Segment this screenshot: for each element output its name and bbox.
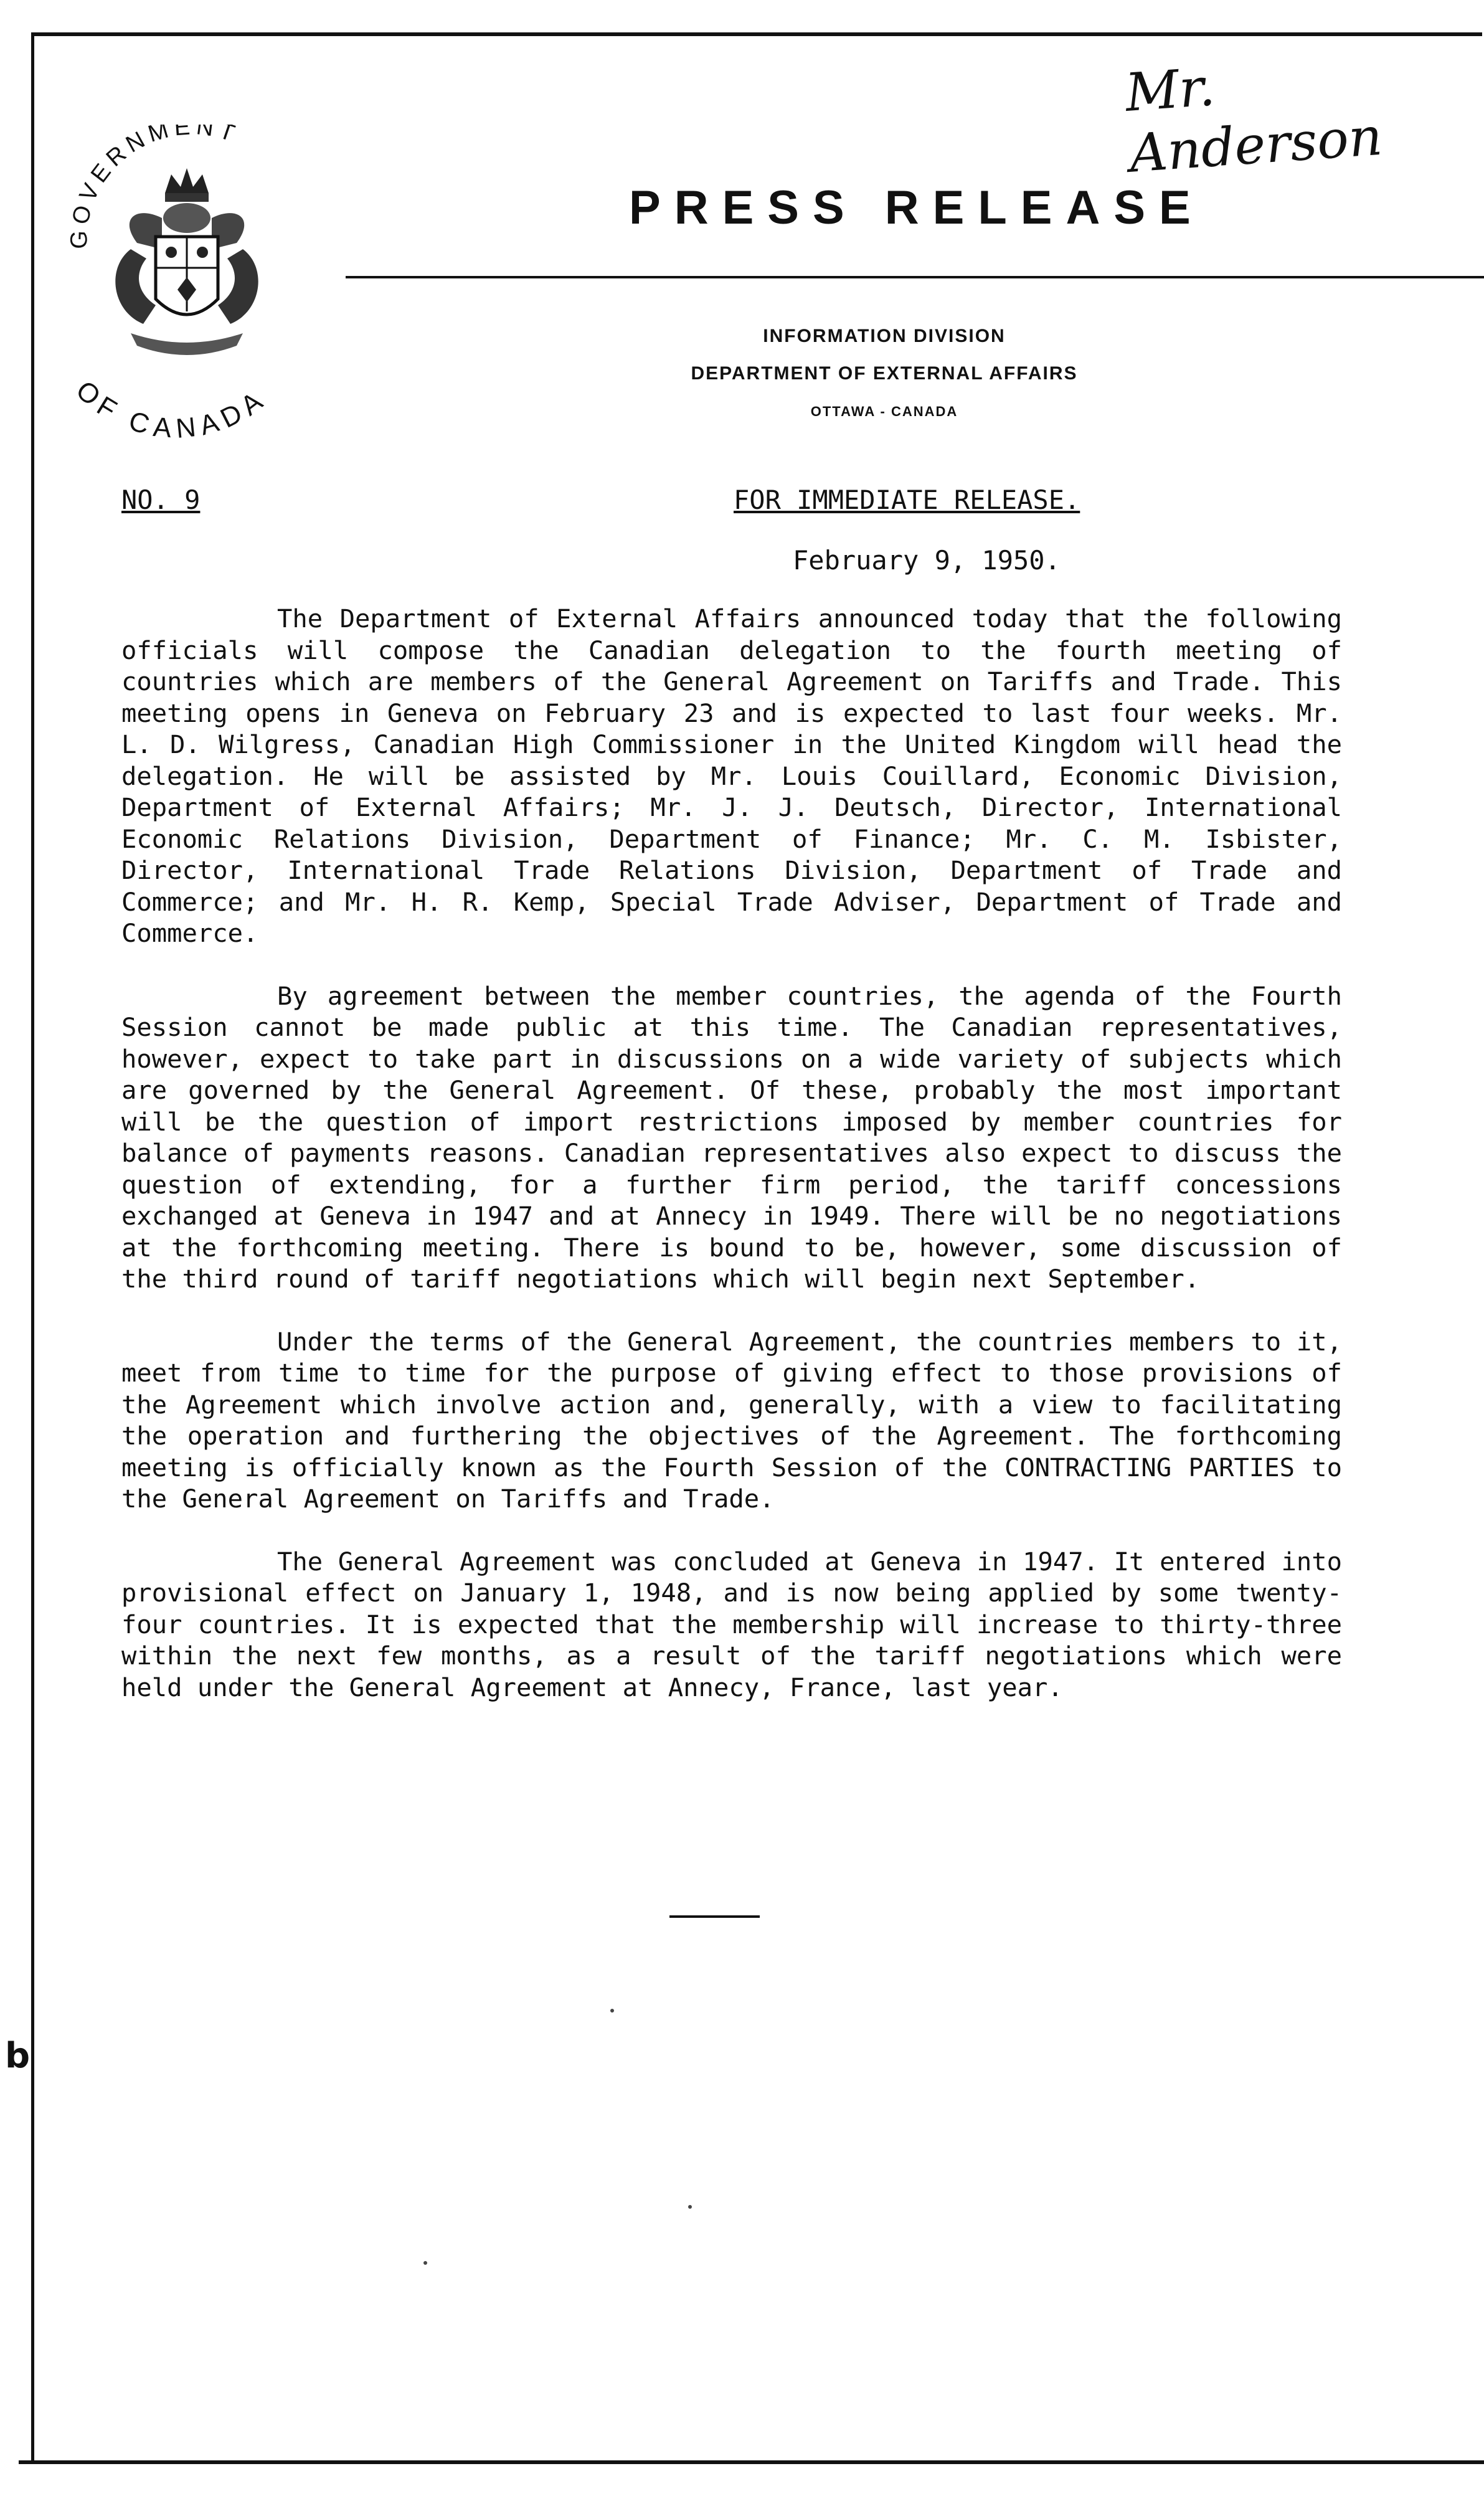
page-title: PRESS RELEASE xyxy=(629,181,1204,234)
left-border-rule xyxy=(31,32,34,2462)
paper-speck xyxy=(688,2205,692,2209)
government-seal xyxy=(62,125,311,448)
release-number: NO. 9 xyxy=(121,485,201,515)
body-paragraph: The Department of External Affairs announced today that the following officials will compose the Canadian delegation to the fourth meeting of countries which are members of the General Agreement on Tariffs and Trade. This meeting opens in Geneva on February 23 and is expected to last four weeks. Mr. L. D. Wilgress, Canadian High Commissioner in the United Kingdom will head the delegation. He will be assisted by Mr. Louis Couillard, Economic Division, Department of External Affairs; Mr. J. J. Deutsch, Director, International Economic Relations Division, Department of Finance; Mr. C. M. Isbister, Director, International Trade Relations Division, Department of Trade and Commerce; and Mr. H. R. Kemp, Special Trade Adviser, Department of Trade and Commerce. xyxy=(121,604,1342,948)
top-border-rule xyxy=(31,32,1482,36)
seal-bottom-text: OF CANADA xyxy=(70,374,273,445)
handwritten-note: Mr. Anderson xyxy=(1123,56,1384,184)
paper-speck xyxy=(610,2009,614,2013)
seal-top-text: GOVERNMENT xyxy=(65,125,243,250)
department-name: DEPARTMENT OF EXTERNAL AFFAIRS xyxy=(691,363,1078,384)
svg-text:OF CANADA xyxy=(70,375,273,444)
division-name: INFORMATION DIVISION xyxy=(763,326,1006,346)
release-date: February 9, 1950. xyxy=(793,545,1061,576)
bottom-border-rule xyxy=(19,2460,1484,2464)
press-release-body xyxy=(121,603,1342,1734)
paper-speck xyxy=(423,2261,427,2265)
coat-of-arms-icon xyxy=(62,125,311,448)
body-paragraph: Under the terms of the General Agreement, the countries members to it, meet from time to time for the purpose of giving effect to those provisions of the Agreement which involve action and, generally, with a view to facilitating the operation and furthering the objectives of the Agreement. The forthcoming meeting is officially known as the Fourth Session of the CONTRACTING PARTIES to the General Agreement on Tariffs and Trade. xyxy=(121,1326,1342,1514)
margin-mark: b xyxy=(5,2036,31,2076)
body-paragraph: The General Agreement was concluded at Geneva in 1947. It entered into provisional effect on January 1, 1948, and is now being applied by some twenty-four countries. It is expected that the membership will increase to thirty-three within the next few months, as a result of the tariff negotiations which were held under the General Agreement at Annecy, France, last year. xyxy=(121,1546,1342,1702)
body-paragraph: By agreement between the member countries, the agenda of the Fourth Session cannot be made public at this time. The Canadian representatives, however, expect to take part in discussions on a wide variety of subjects which are governed by the General Agreement. Of these, probably the most important will be the question of import restrictions imposed by member countries for balance of payments reasons. Canadian representatives also expect to discuss the question of extending, for a further firm period, the tariff concessions exchanged at Geneva in 1947 and at Annecy in 1949. There will be no negotiations at the forthcoming meeting. There is bound to be, however, some discussion of the third round of tariff negotiations which will begin next September. xyxy=(121,980,1342,1294)
location-line: OTTAWA - CANADA xyxy=(810,404,958,419)
release-status: FOR IMMEDIATE RELEASE. xyxy=(734,485,1080,515)
end-of-release-rule xyxy=(669,1915,760,1918)
header-divider xyxy=(346,276,1484,278)
